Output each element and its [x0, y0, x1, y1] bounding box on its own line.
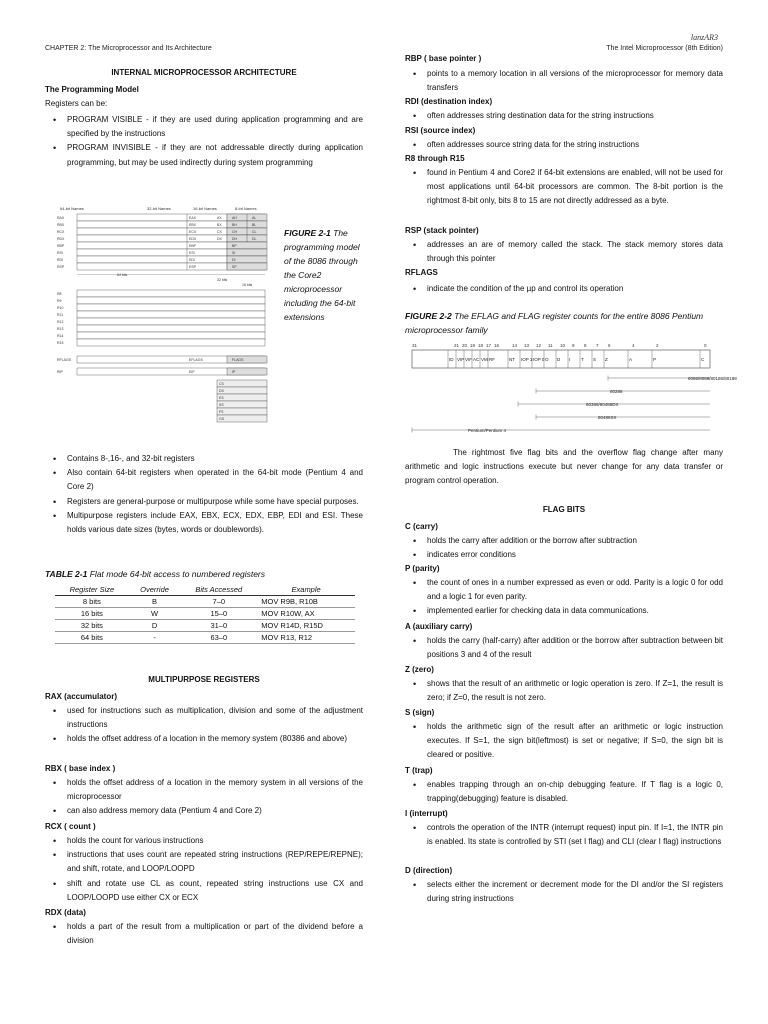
reg8l-label: DL — [252, 237, 257, 241]
rbx-title: RBX ( base index ) — [45, 764, 116, 773]
reg64-label: RCX — [57, 230, 65, 234]
segment-register-row — [217, 394, 267, 401]
ext-register-row — [77, 297, 265, 304]
list-item: • holds the offset address of a location in the memory system (80386 and above) — [45, 732, 363, 746]
bit-number: 13 — [524, 343, 530, 348]
reg32-label: ESP — [189, 265, 197, 269]
bit-number: 9 — [572, 343, 575, 348]
zero-title: Z (zero) — [405, 665, 434, 674]
flag-cell-label: VM — [481, 357, 488, 362]
fig-label-32: 32-bit Names — [147, 206, 171, 211]
intro-text: Registers can be: — [45, 99, 108, 108]
carry-title: C (carry) — [405, 522, 438, 531]
bit-number: 8 — [584, 343, 587, 348]
rax-list — [45, 704, 363, 747]
table-row: 32 bits D 31–0 MOV R14D, R15D — [55, 620, 355, 632]
table-caption-label: TABLE 2-1 — [45, 569, 88, 579]
ext-reg-label: R11 — [57, 313, 64, 317]
caption-label: FIGURE 2-1 — [284, 228, 331, 238]
reg8l-label: BL — [252, 223, 257, 227]
bit-number: 17 — [486, 343, 492, 348]
rflags-list — [405, 282, 723, 296]
flag-cell-label: NT — [509, 357, 515, 362]
list-item: • shows that the result of an arithmetic or logic operation is zero. If Z=1, the result is zero; if Z=0, the result is not zero. — [405, 677, 723, 705]
reg32-label: EAX — [189, 216, 197, 220]
eflags-figure — [410, 340, 737, 445]
reg64-label: RSI — [57, 251, 63, 255]
rcx-title: RCX ( count ) — [45, 822, 96, 831]
flag-cell-label: O — [545, 357, 549, 362]
flag-cell-label: A — [629, 357, 633, 362]
ext-reg-label: R13 — [57, 327, 64, 331]
flag-cell-label: AC — [473, 357, 480, 362]
table-row: 8 bits B 7–0 MOV R9B, R10B — [55, 596, 355, 608]
reg8h-label: CH — [232, 230, 238, 234]
fig-label-8: 8-bit Names — [235, 206, 257, 211]
span-label: 80486SX — [598, 415, 617, 420]
reg64-label: RSP — [57, 265, 65, 269]
reg16-label: AX — [217, 216, 222, 220]
table-caption-text: Flat mode 64-bit access to numbered registers — [89, 569, 266, 579]
rsp-list — [405, 238, 723, 266]
ext-register-row — [77, 311, 265, 318]
flag-cell-label: C — [701, 357, 705, 362]
list-item: • selects either the increment or decrement mode for the DI and/or the SI registers during string instructions — [405, 878, 723, 906]
parity-list — [405, 576, 723, 619]
bit-number: 14 — [512, 343, 518, 348]
list-item: • points to a memory location in all versions of the microprocessor for memory data transfers — [405, 67, 723, 95]
segment-register-row — [217, 380, 267, 387]
figure-2-2-caption — [405, 309, 723, 337]
list-item: • the count of ones in a number expressed as even or odd. Parity is a logic 0 for odd and a logic 1 for even parity. — [405, 576, 723, 604]
table-header: Override — [129, 584, 181, 596]
fig-label-16: 16-bit Names — [193, 206, 217, 211]
header-chapter: CHAPTER 2: The Microprocessor and Its Architecture — [45, 45, 212, 52]
list-item: • holds the offset address of a location in the memory system in all versions of the microprocessor — [45, 776, 363, 804]
reg16-label: DI — [232, 258, 236, 262]
flag-cell-label: S — [593, 357, 597, 362]
flag-cell-label: Z — [605, 357, 608, 362]
reg8l-label: CL — [252, 230, 257, 234]
ext-reg-label: R15 — [57, 341, 64, 345]
flag-cell-label: VIP — [457, 357, 465, 362]
list-item: • implemented earlier for checking data in data communications. — [405, 604, 723, 618]
list-item: • PROGRAM VISIBLE - if they are used during application programming and are specified by the instructions — [45, 113, 363, 141]
flag-cell-label: IOP 1 — [521, 357, 533, 362]
r8-list — [405, 166, 723, 209]
reg32-label: EDI — [189, 258, 195, 262]
bit-number: 16 — [494, 343, 500, 348]
reg8h-label: AH — [232, 216, 237, 220]
subtitle: The Programming Model — [45, 85, 139, 94]
interrupt-title: I (interrupt) — [405, 809, 448, 818]
flag-bits-title: FLAG BITS — [542, 505, 586, 514]
flags16-label: FLAGS — [232, 358, 244, 362]
bit-number: 20 — [462, 343, 468, 348]
caption-text: The programming model of the 8086 through the Core2 microprocessor including the 64-bit extensions — [284, 228, 360, 322]
reg16-label: BP — [232, 244, 237, 248]
interrupt-list — [405, 821, 723, 849]
registers-facts-list — [45, 452, 363, 537]
flag-cell-label: P — [653, 357, 657, 362]
rdi-title: RDI (destination index) — [405, 97, 493, 106]
list-item: • Contains 8-,16-, and 32-bit registers — [45, 452, 363, 466]
flag-cell-label: D — [557, 357, 561, 362]
section-title: INTERNAL MICROPROCESSOR ARCHITECTURE — [111, 68, 297, 77]
ext-register-row — [77, 318, 265, 325]
flag-paragraph: The rightmost five flag bits and the overflow flag change after many arithmetic and logic instructions execute but never change for any data transfer or program control operation. — [405, 448, 723, 486]
rflags-label: RFLAGS — [57, 358, 72, 362]
reg32-label: ECX — [189, 230, 197, 234]
reg32-label: EBX — [189, 223, 197, 227]
stamp-text: lanzAR3 — [690, 33, 718, 42]
list-item: • addresses an are of memory called the stack. The stack memory stores data through this pointer — [405, 238, 723, 266]
span-label: 8086/8088/80186/80188 — [688, 376, 737, 381]
segment-label: GS — [219, 417, 225, 421]
bits16-label: 16 bits — [242, 283, 253, 287]
flag-cell-label: T — [581, 357, 584, 362]
r8-title: R8 through R15 — [405, 154, 465, 163]
rbx-list — [45, 776, 363, 819]
visibility-list — [45, 113, 363, 170]
list-item: • Multipurpose registers include EAX, EBX, ECX, EDX, EBP, EDI and ESI. These holds various date sizes (bytes, words or doublewords). — [45, 509, 363, 537]
reg32-label: EDX — [189, 237, 197, 241]
span-label: 80386/80486DX — [586, 402, 619, 407]
table-2-1-caption — [45, 567, 265, 581]
bit-number: 6 — [608, 343, 611, 348]
rdx-title: RDX (data) — [45, 908, 86, 917]
figure-2-1-caption — [284, 226, 366, 324]
zero-list — [405, 677, 723, 705]
direction-title: D (direction) — [405, 866, 453, 875]
caption-label: FIGURE 2-2 — [405, 311, 452, 321]
rsi-list — [405, 138, 723, 152]
bit-number: 11 — [548, 343, 553, 348]
bit-number: 7 — [596, 343, 599, 348]
ext-register-row — [77, 325, 265, 332]
bits64-label: 64 bits — [117, 273, 128, 277]
rbp-title: RBP ( base pointer ) — [405, 54, 482, 63]
list-item: • often addresses string destination data for the string instructions — [405, 109, 723, 123]
caption-text: The EFLAG and FLAG register counts for the entire 8086 Pentium microprocessor family — [405, 311, 704, 335]
ext-reg-label: R12 — [57, 320, 64, 324]
bit-number: 12 — [536, 343, 542, 348]
list-item: • Registers are general-purpose or multipurpose while some have special purposes. — [45, 495, 363, 509]
bit-number: 31 — [412, 343, 418, 348]
segment-label: SS — [219, 403, 224, 407]
ext-reg-label: R9 — [57, 299, 62, 303]
rsi-title: RSI (source index) — [405, 126, 476, 135]
reg16-label: SP — [232, 265, 237, 269]
rdx-list — [45, 920, 363, 948]
reg16-label: CX — [217, 230, 222, 234]
fig-label-64: 64-bit Names — [60, 206, 84, 211]
rip-label: RIP — [57, 370, 63, 374]
list-item: • controls the operation of the INTR (interrupt request) input pin. If I=1, the INTR pin is enabled. Its state is controlled by STI (set I flag) and CLI (clear I flag) instructions — [405, 821, 723, 849]
segment-register-row — [217, 415, 267, 422]
reg64-label: RAX — [57, 216, 65, 220]
list-item: • holds the carry (half-carry) after addition or the borrow after subtraction between bit positions 3 and 4 of the result — [405, 634, 723, 662]
list-item: • enables trapping through an on-chip debugging feature. If T flag is a logic 0, trapping(debugging) feature is disabled. — [405, 778, 723, 806]
list-item: • Also contain 64-bit registers when operated in the 64-bit mode (Pentium 4 and Core 2) — [45, 466, 363, 494]
flag-cell-label: RF — [489, 357, 495, 362]
list-item: • holds the arithmetic sign of the result after an arithmetic or logic instruction executes. If S=1, the sign bit(leftmost) is set or negative; if S=0, the sign bit is cleared or positive. — [405, 720, 723, 763]
rflags-title: RFLAGS — [405, 268, 438, 277]
list-item: • indicate the condition of the µp and control its operation — [405, 282, 723, 296]
reg16-label: DX — [217, 237, 222, 241]
flag-cell-label: I — [569, 357, 571, 362]
reg16-label: BX — [217, 223, 222, 227]
ext-register-row — [77, 290, 265, 297]
bit-number: 4 — [632, 343, 635, 348]
rcx-list — [45, 834, 363, 905]
ext-reg-label: R14 — [57, 334, 64, 338]
ext-register-row — [77, 339, 265, 346]
reg64-label: RDX — [57, 237, 65, 241]
carry-list — [405, 534, 723, 562]
bit-number: 18 — [478, 343, 484, 348]
segment-label: ES — [219, 396, 224, 400]
aux-carry-list — [405, 634, 723, 662]
flag-cell-label: IOP 0 — [533, 357, 545, 362]
list-item: • holds the carry after addition or the borrow after subtraction — [405, 534, 723, 548]
reg16-label: SI — [232, 251, 236, 255]
segment-label: CS — [219, 382, 224, 386]
reg8l-label: AL — [252, 216, 257, 220]
eflags-label: EFLAGS — [189, 358, 203, 362]
bits32-label: 32 bits — [217, 278, 228, 282]
table-header: Bits Accessed — [180, 584, 257, 596]
sign-title: S (sign) — [405, 708, 435, 717]
bit-number: 19 — [470, 343, 476, 348]
list-item: • indicates error conditions — [405, 548, 723, 562]
list-item: • instructions that uses count are repeated string instructions (REP/REPE/REPNE); and shift, rotate, and LOOP/LOOPD — [45, 848, 363, 876]
reg64-label: RDI — [57, 258, 64, 262]
ip-label: IP — [232, 370, 236, 374]
segment-register-row — [217, 401, 267, 408]
rbp-list — [405, 67, 723, 95]
bit-number: 10 — [560, 343, 566, 348]
reg8h-label: DH — [232, 237, 238, 241]
programming-model-figure — [55, 200, 270, 440]
segment-register-row — [217, 387, 267, 394]
table-header: Register Size — [55, 584, 129, 596]
parity-title: P (parity) — [405, 564, 440, 573]
segment-label: FS — [219, 410, 224, 414]
trap-title: T (trap) — [405, 766, 433, 775]
list-item: • used for instructions such as multiplication, division and some of the adjustment instructions — [45, 704, 363, 732]
flag-cell-label: ID — [449, 357, 454, 362]
ext-reg-label: R8 — [57, 292, 62, 296]
ext-register-row — [77, 332, 265, 339]
rdi-list — [405, 109, 723, 123]
trap-list — [405, 778, 723, 806]
table-row: 16 bits W 15–0 MOV R10W, AX — [55, 608, 355, 620]
ext-register-row — [77, 304, 265, 311]
segment-register-row — [217, 408, 267, 415]
list-item: • holds a part of the result from a multiplication or part of the dividend before a division — [45, 920, 363, 948]
list-item: • found in Pentium 4 and Core2 if 64-bit extensions are enabled, will not be used for most applications until 64-bit processors are common. The 8-bit portion is the rightmost 8-bit only, bits 8 to 15 are not directly addressed as a byte. — [405, 166, 723, 209]
aux-carry-title: A (auxiliary carry) — [405, 622, 473, 631]
segment-label: DS — [219, 389, 224, 393]
register-access-table — [55, 584, 355, 644]
sign-list — [405, 720, 723, 763]
reg32-label: EBP — [189, 244, 197, 248]
ext-reg-label: R10 — [57, 306, 64, 310]
header-book: The Intel Microprocessor (8th Edition) — [606, 45, 723, 52]
list-item: • PROGRAM INVISIBLE - if they are not addressable directly during application programming, but may be used indirectly during system programming — [45, 141, 363, 169]
bit-number: 21 — [454, 343, 460, 348]
span-label: Pentium/Pentium 4 — [468, 428, 507, 433]
bit-number: 0 — [704, 343, 707, 348]
list-item: • often addresses source string data for the string instructions — [405, 138, 723, 152]
reg64-label: RBP — [57, 244, 65, 248]
list-item: • holds the count for various instructions — [45, 834, 363, 848]
direction-list — [405, 878, 723, 906]
reg8h-label: BH — [232, 223, 237, 227]
eip-label: EIP — [189, 370, 195, 374]
span-label: 80286 — [610, 389, 623, 394]
rsp-title: RSP (stack pointer) — [405, 226, 479, 235]
rax-title: RAX (accumulator) — [45, 692, 118, 701]
reg64-label: RBX — [57, 223, 65, 227]
flag-cell-label: VIF — [465, 357, 473, 362]
reg32-label: ESI — [189, 251, 195, 255]
bit-number: 2 — [656, 343, 659, 348]
list-item: • shift and rotate use CL as count, repeated string instructions use CX and LOOP/LOOPD use either CX or ECX — [45, 877, 363, 905]
list-item: • can also address memory data (Pentium 4 and Core 2) — [45, 804, 363, 818]
table-row: 64 bits - 63–0 MOV R13, R12 — [55, 632, 355, 644]
table-header: Example — [257, 584, 355, 596]
multipurpose-title: MULTIPURPOSE REGISTERS — [148, 675, 260, 684]
